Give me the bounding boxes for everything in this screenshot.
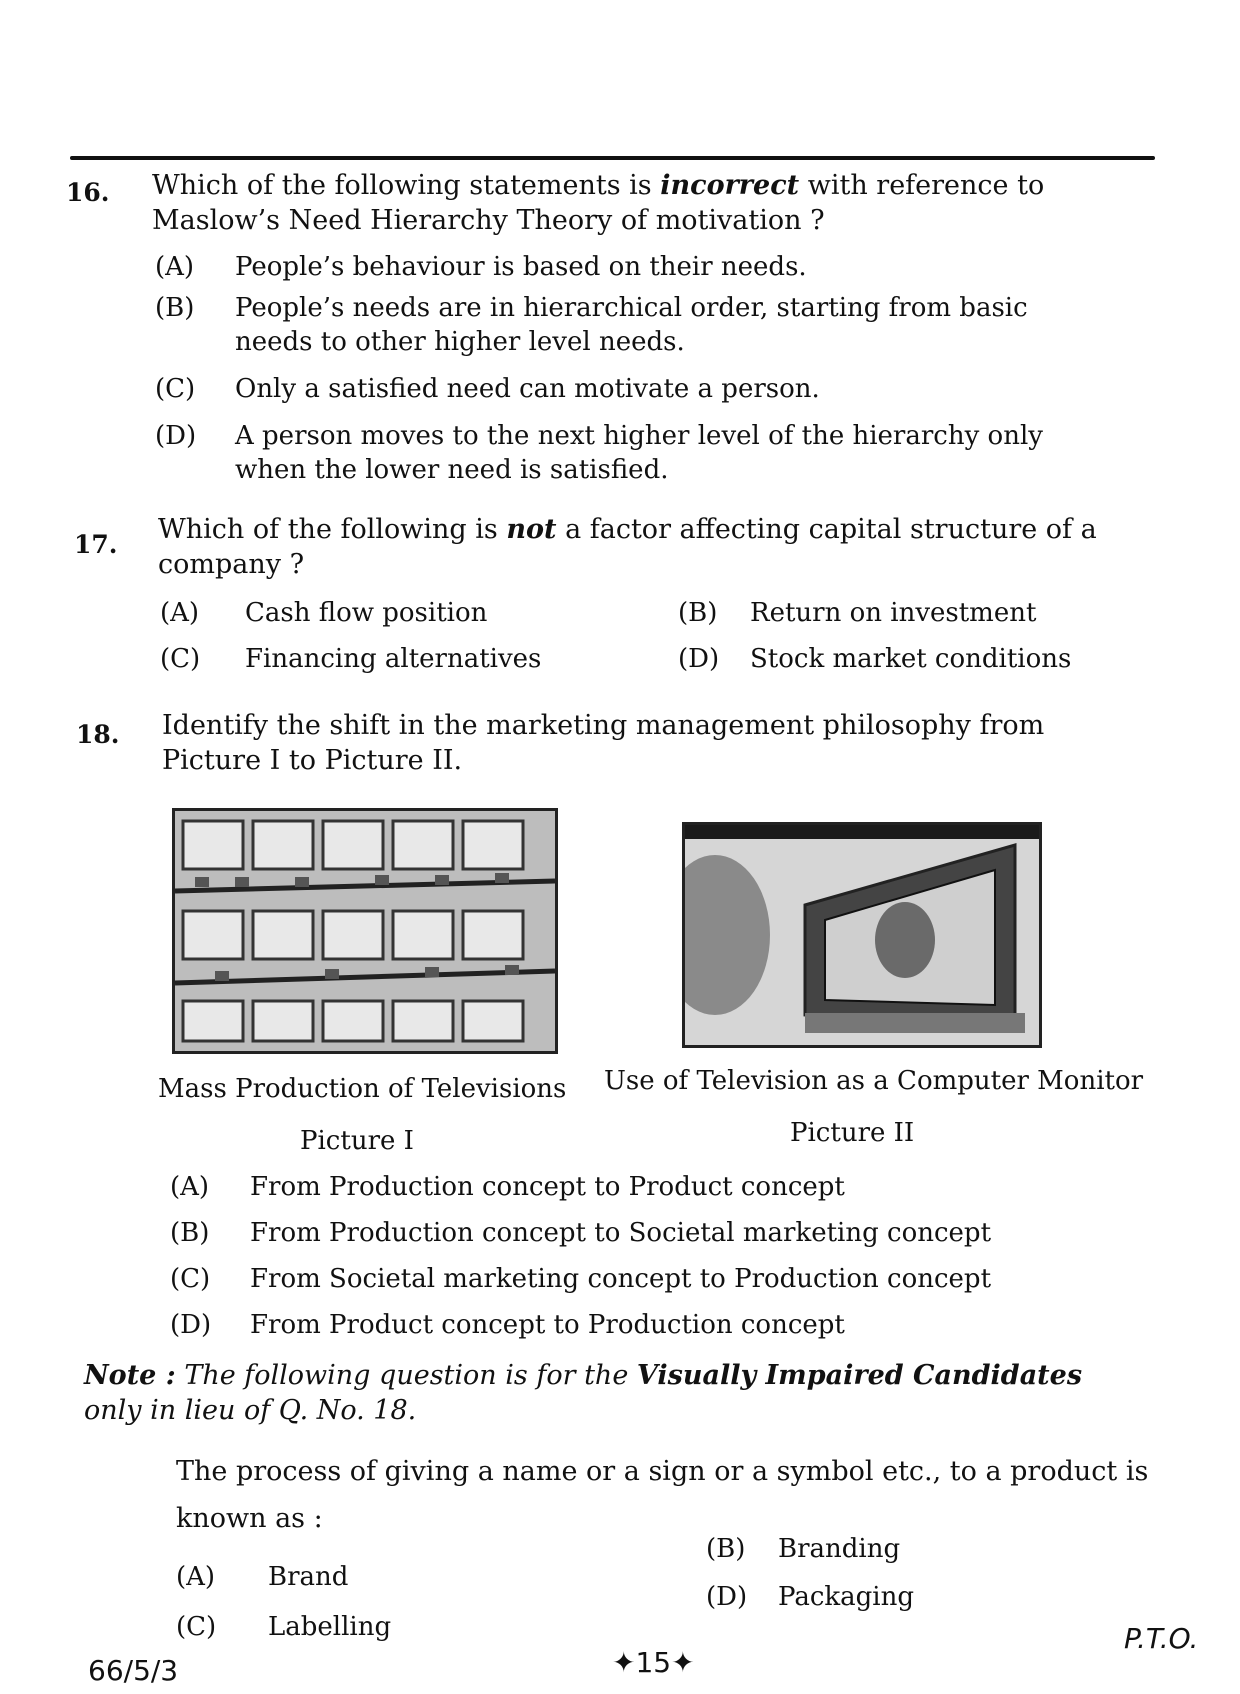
q16-text [152,168,1102,238]
q16-option-text: People’s behaviour is based on their needs. [235,252,807,282]
q17-option-a [160,598,487,628]
q18-option-label: (D) [170,1310,212,1340]
q16-option-text: People’s needs are in hierarchical order, starting from basic needs to other higher level needs. [235,293,1028,357]
note-option-text: Labelling [268,1612,392,1642]
note-option-text: Packaging [778,1582,914,1612]
q17-option-text: Stock market conditions [750,644,1072,674]
note-option-text: Branding [778,1534,901,1564]
top-rule [70,156,1155,160]
picture-1-label: Picture I [300,1126,414,1156]
q18-text: Identify the shift in the marketing management philosophy from Picture I to Picture II. [162,710,1045,777]
q17-number: 17. [74,530,118,559]
note-text-after: only in lieu of Q. No. 18. [84,1395,417,1427]
q18-option-label: (A) [170,1172,210,1202]
q17-option-c [160,644,541,674]
q17-option-d [678,644,1071,674]
q16-emph: incorrect [660,170,800,201]
q18-number: 18. [76,720,120,749]
q17-option-text: Return on investment [750,598,1037,628]
footer-code: 66/5/3 [88,1654,179,1687]
footer-pto: P.T.O. [1124,1622,1199,1655]
q17-option-label: (B) [678,598,718,628]
note-block [84,1358,1144,1428]
q18-option-label: (C) [170,1264,211,1294]
q16-option-c [155,374,1115,404]
tv-grid-graphic [175,811,555,1051]
note-option-d [706,1582,914,1612]
q16-number: 16. [66,178,110,207]
q16-option-label: (B) [155,293,195,323]
q16-option-text: A person moves to the next higher level of the hierarchy only when the lower need is satisfied. [235,421,1043,485]
q18-option-c [170,1264,991,1294]
picture-2-image [682,822,1042,1048]
page-number: 15 [635,1646,672,1679]
q16-option-text: Only a satisfied need can motivate a person. [235,374,820,404]
q18-option-label: (B) [170,1218,210,1248]
q16-option-b [155,292,1115,360]
note-option-a [176,1562,348,1592]
q18-option-text: From Production concept to Societal marketing concept [250,1218,992,1248]
q18-option-text: From Societal marketing concept to Production concept [250,1264,992,1294]
q16-option-label: (A) [155,252,195,282]
footer-page-number [612,1646,695,1679]
note-option-label: (C) [176,1612,217,1642]
right-ornament-icon: ✦ [671,1646,695,1679]
note-option-label: (B) [706,1534,746,1564]
q17-option-text: Cash flow position [245,598,488,628]
q18-option-b [170,1218,991,1248]
picture-2-caption: Use of Television as a Computer Monitor [604,1066,1144,1096]
note-option-label: (A) [176,1562,216,1592]
q17-text [158,512,1108,582]
q16-option-label: (C) [155,374,196,404]
q18-option-d [170,1310,845,1340]
q17-option-label: (A) [160,598,200,628]
picture-1-caption: Mass Production of Televisions [158,1074,567,1104]
q18-option-a [170,1172,845,1202]
q16-option-label: (D) [155,421,197,451]
q16-text-before: Which of the following statements is [152,170,661,201]
q17-option-text: Financing alternatives [245,644,542,674]
note-option-label: (D) [706,1582,748,1612]
q17-emph: not [506,514,557,545]
picture-1-image [172,808,558,1054]
q18-option-text: From Production concept to Product concept [250,1172,845,1202]
q17-option-label: (C) [160,644,201,674]
note-label: Note : [84,1360,176,1391]
note-question: The process of giving a name or a sign or a symbol etc., to a product is known as : [176,1456,1149,1535]
q17-option-label: (D) [678,644,720,674]
note-emph: Visually Impaired Candidates [636,1360,1083,1391]
note-text-before: The following question is for the [184,1360,637,1391]
q16-option-a [155,252,1115,282]
q16-option-d [155,420,1115,488]
picture-2-label: Picture II [790,1118,915,1148]
q17-option-b [678,598,1036,628]
tv-monitor-graphic [685,825,1039,1045]
q16-text-after: with reference to Maslow’s Need Hierarchy Theory of motivation ? [152,170,1045,237]
q18-option-text: From Product concept to Production concept [250,1310,845,1340]
note-option-c [176,1612,391,1642]
q17-text-before: Which of the following is [158,514,507,545]
q17-text-after: a factor affecting capital structure of a company ? [158,514,1097,581]
left-ornament-icon: ✦ [612,1646,636,1679]
note-option-b [706,1534,900,1564]
note-option-text: Brand [268,1562,349,1592]
